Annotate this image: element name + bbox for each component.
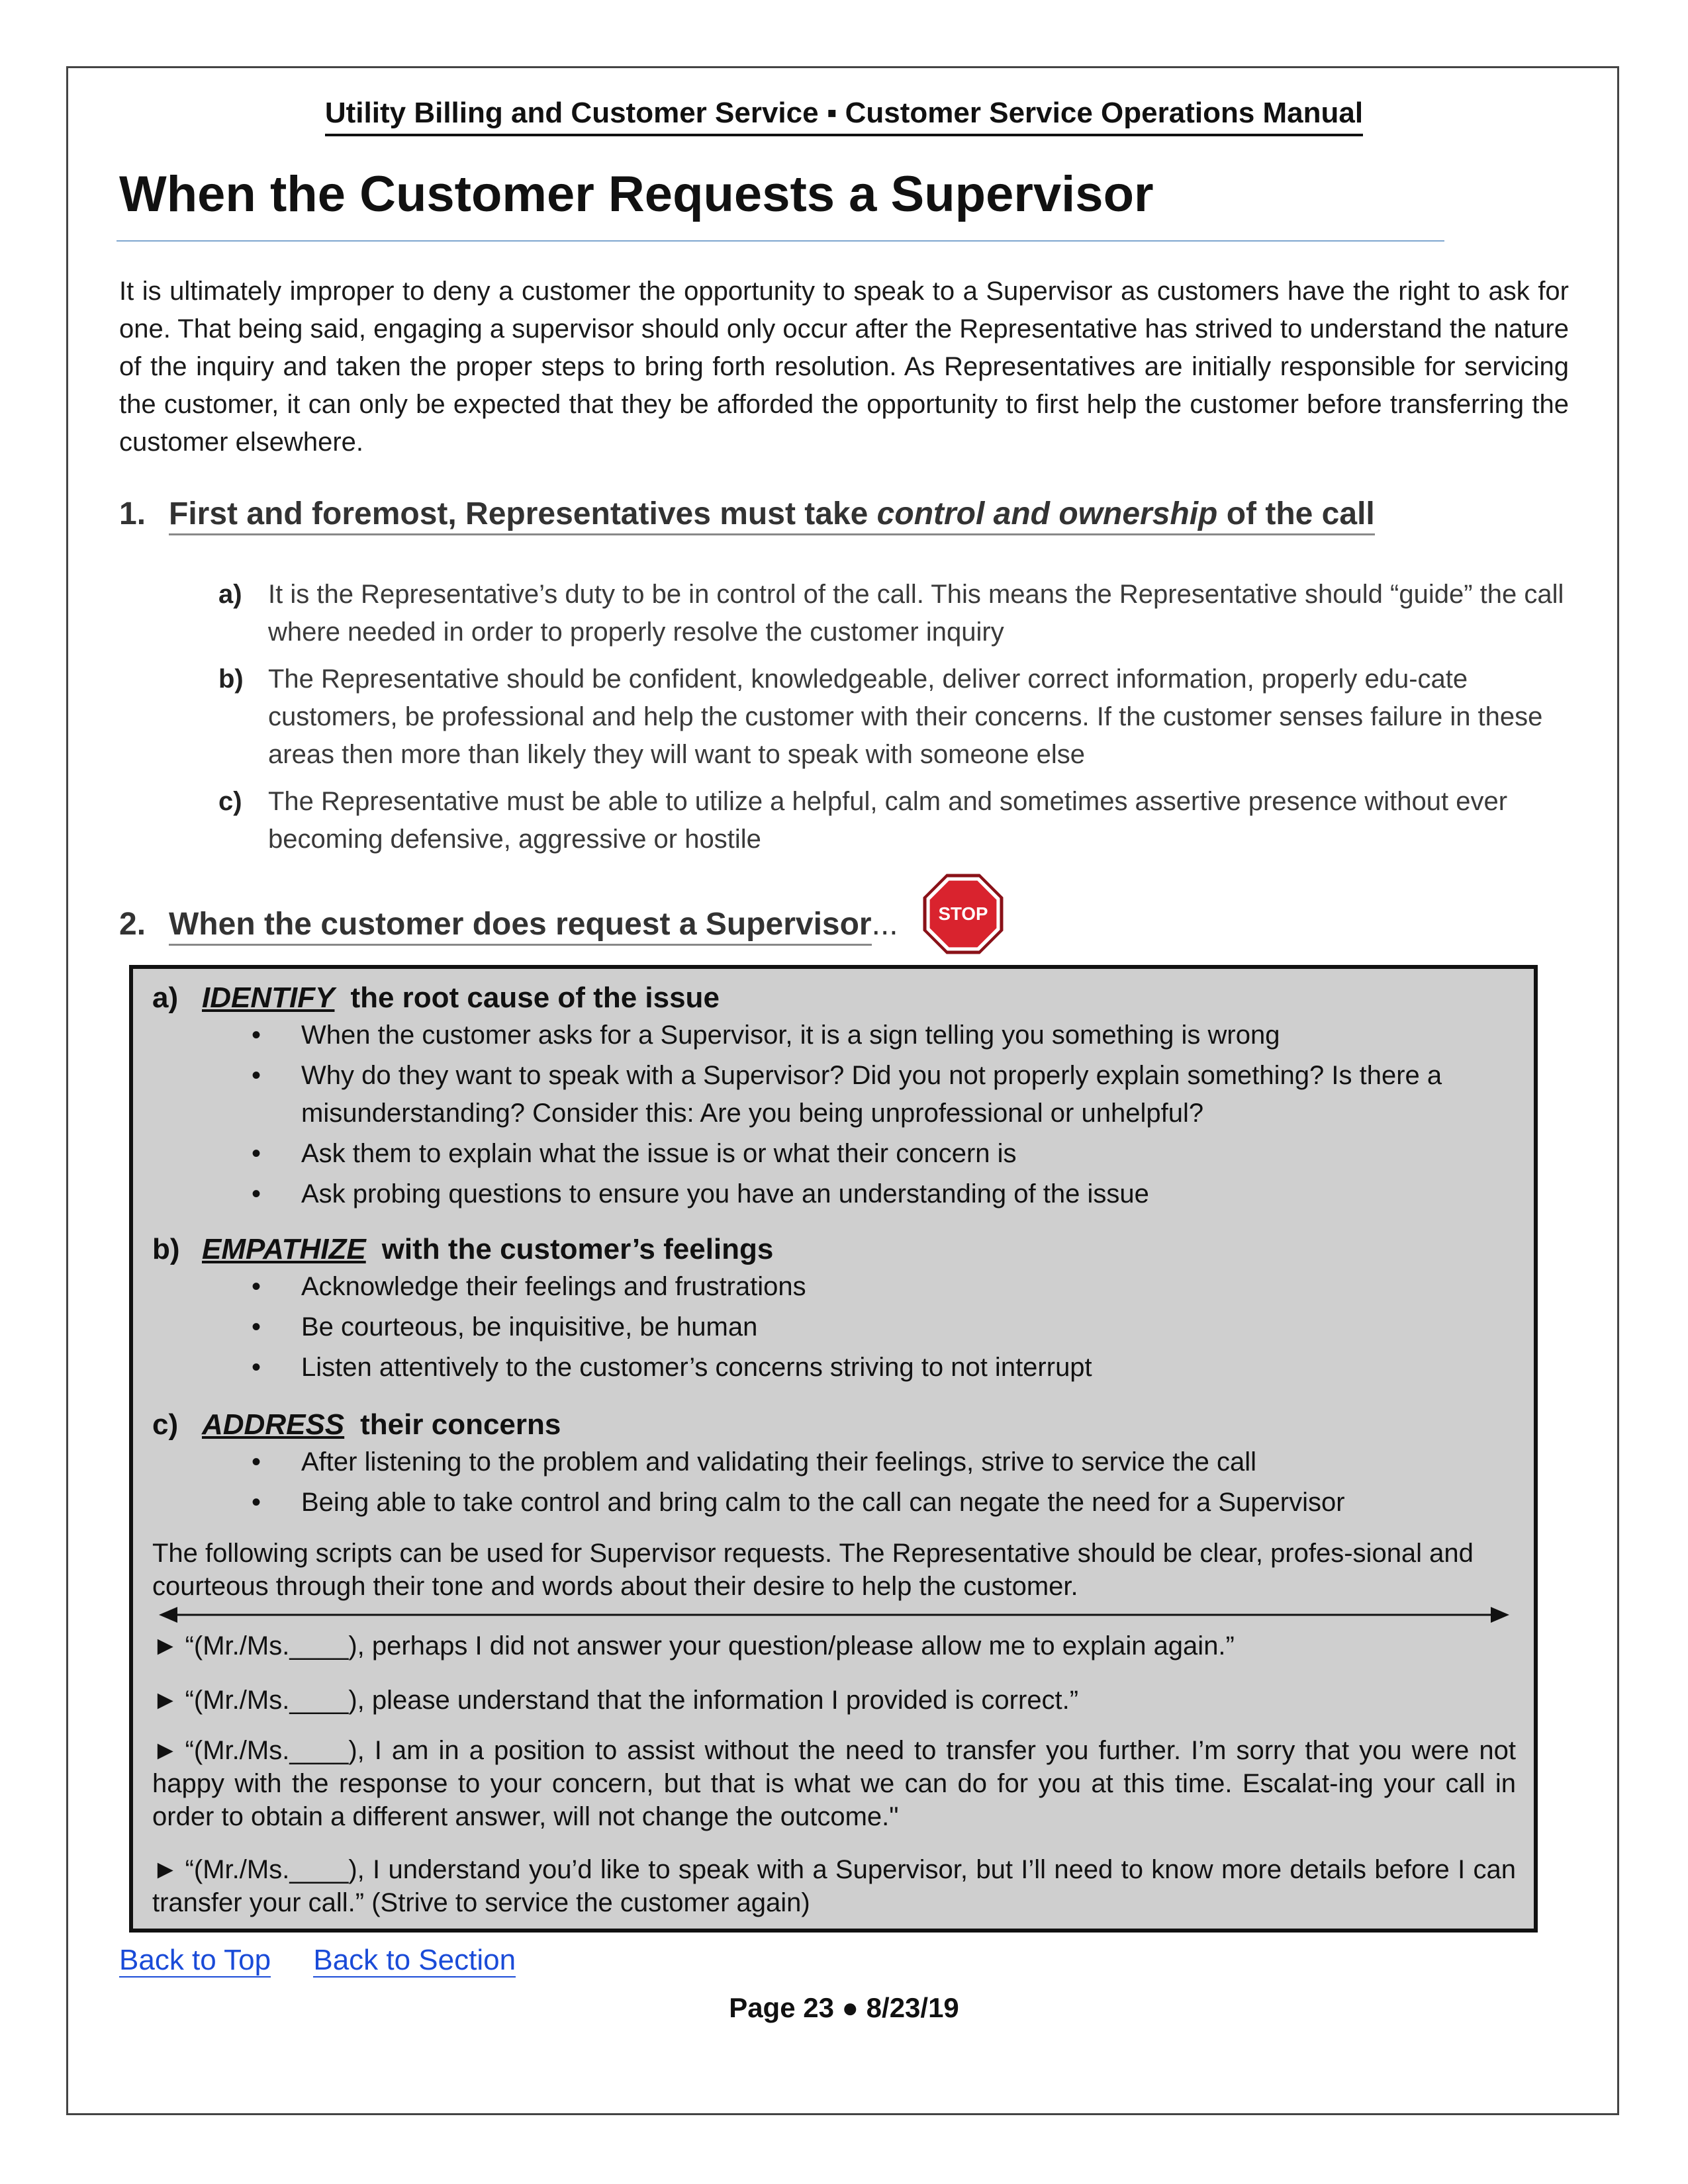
bullet-item: • Ask them to explain what the issue is or what their concern is — [152, 1135, 1516, 1173]
section-1-title-emphasis: control and ownership — [876, 496, 1218, 531]
bullet-item: • After listening to the problem and validating their feelings, strive to service the call — [152, 1443, 1516, 1481]
double-arrow-icon — [159, 1602, 1509, 1628]
running-header-text: Utility Billing and Customer Service ▪ Customer Service Operations Manual — [325, 96, 1363, 136]
stop-sign-label: STOP — [938, 903, 988, 924]
bullet-item: • When the customer asks for a Supervisor, it is a sign telling you something is wrong — [152, 1017, 1516, 1054]
triangle-pointer-icon: ► — [152, 1736, 179, 1765]
title-rule — [117, 240, 1444, 242]
bullet-item: • Acknowledge their feelings and frustrations — [152, 1268, 1516, 1306]
script-line — [152, 1629, 1516, 1662]
step-heading-rest: the root cause of the issue — [350, 981, 720, 1014]
triangle-pointer-icon: ► — [152, 1686, 179, 1715]
step-letter: a) — [152, 981, 179, 1014]
running-header — [0, 96, 1688, 136]
step-keyword: EMPATHIZE — [202, 1233, 366, 1265]
script-text: “(Mr./Ms.____), I am in a position to assist without the need to transfer you further. I’m sorry that you were not happy with the response to your concern, but that is what we can do for you at this time. Escalat-ing your call in order to obtain a different answer, will not change the outcome." — [152, 1736, 1516, 1831]
list-item-text: The Representative should be confident, knowledgeable, deliver correct information, properly edu-cate customers, be professional and help the customer with their concerns. If the customer senses failure in these areas then more than likely they will want to speak with someone else — [268, 664, 1543, 769]
list-item — [218, 660, 1582, 774]
section-1-title-pre: First and foremost, Representatives must take — [169, 496, 877, 531]
script-text: “(Mr./Ms.____), please understand that the information I provided is correct.” — [185, 1686, 1079, 1715]
stop-sign-icon — [921, 872, 1005, 956]
back-to-top-link[interactable]: Back to Top — [119, 1944, 271, 1976]
nav-links — [119, 1942, 550, 1979]
step-heading-rest: with the customer’s feelings — [381, 1233, 774, 1265]
script-line — [152, 1684, 1516, 1717]
triangle-pointer-icon: ► — [152, 1631, 179, 1661]
step-address — [152, 1406, 1516, 1524]
script-text: “(Mr./Ms.____), perhaps I did not answer your question/please allow me to explain again.” — [185, 1631, 1235, 1661]
bullet-item: • Be courteous, be inquisitive, be human — [152, 1308, 1516, 1346]
bullet-item: • Why do they want to speak with a Supervisor? Did you not properly explain something? Is there a misunderstanding? Consider this: Are you being unprofessional or unhelpful? — [152, 1057, 1516, 1132]
bullet-item: • Ask probing questions to ensure you have an understanding of the issue — [152, 1175, 1516, 1213]
page-footer: Page 23 ● 8/23/19 — [729, 1992, 959, 2023]
step-letter: c) — [152, 1408, 179, 1441]
page-title: When the Customer Requests a Supervisor — [119, 166, 1154, 222]
step-heading — [152, 1231, 1516, 1268]
list-item — [218, 576, 1582, 651]
section-1-title — [169, 496, 1375, 535]
section-2-title: When the customer does request a Supervisor — [169, 907, 872, 946]
scripts-intro: The following scripts can be used for Supervisor requests. The Representative should be clear, profes-sional and courteous through their tone and words about their desire to help the customer. — [152, 1539, 1474, 1601]
step-heading-rest: their concerns — [360, 1408, 561, 1441]
step-letter: b) — [152, 1233, 180, 1265]
bullet-item: • Being able to take control and bring calm to the call can negate the need for a Supervisor — [152, 1484, 1516, 1522]
section-2-heading — [119, 905, 898, 944]
back-to-section-link[interactable]: Back to Section — [313, 1944, 516, 1976]
step-heading — [152, 979, 1516, 1017]
step-keyword: ADDRESS — [202, 1408, 345, 1441]
step-heading — [152, 1406, 1516, 1443]
list-item-letter: c) — [218, 787, 242, 816]
step-bullets — [152, 1017, 1516, 1213]
section-1-number: 1. — [119, 496, 146, 531]
section-1-heading — [119, 495, 1375, 533]
list-item-text: It is the Representative’s duty to be in control of the call. This means the Representative should “guide” the call where needed in order to properly resolve the customer inquiry — [268, 580, 1564, 647]
script-text: “(Mr./Ms.____), I understand you’d like to speak with a Supervisor, but I’ll need to know more details before I can transfer your call.” (Strive to service the customer again) — [152, 1855, 1516, 1917]
step-identify — [152, 979, 1516, 1216]
list-item-text: The Representative must be able to utilize a helpful, calm and sometimes assertive presence without ever becoming defensive, aggressive or hostile — [268, 787, 1508, 854]
script-line — [152, 1853, 1516, 1919]
intro-paragraph: It is ultimately improper to deny a customer the opportunity to speak to a Supervisor as customers have the right to ask for one. That being said, engaging a supervisor should only occur after the Representative has strived to understand the nature of the inquiry and taken the proper steps to bring forth resolution. As Representatives are initially responsible for servicing the customer, it can only be expected that they be afforded the opportunity to first help the customer before transferring the customer elsewhere. — [119, 277, 1569, 457]
section-2-ellipsis: ... — [871, 907, 898, 942]
list-item-letter: a) — [218, 580, 242, 609]
step-keyword: IDENTIFY — [202, 981, 335, 1014]
list-item-letter: b) — [218, 664, 244, 694]
script-line — [152, 1734, 1516, 1833]
section-1-list — [218, 576, 1582, 868]
step-bullets — [152, 1268, 1516, 1387]
section-1-title-post: of the call — [1217, 496, 1375, 531]
step-empathize — [152, 1231, 1516, 1389]
triangle-pointer-icon: ► — [152, 1855, 179, 1884]
section-2-number: 2. — [119, 907, 146, 942]
list-item — [218, 783, 1582, 858]
step-bullets — [152, 1443, 1516, 1522]
bullet-item: • Listen attentively to the customer’s concerns striving to not interrupt — [152, 1349, 1516, 1387]
